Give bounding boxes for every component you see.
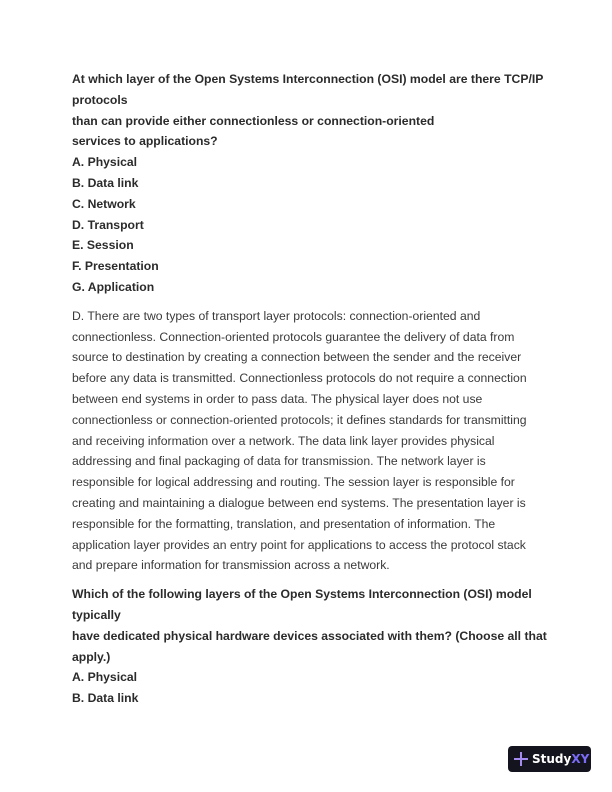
option-a: A. Physical [72, 670, 138, 685]
question-text-line: protocols [72, 92, 128, 107]
studyxy-logo-badge[interactable] [508, 746, 591, 772]
brand-main-text: Study [532, 752, 572, 766]
answer-explanation [72, 306, 552, 576]
question-1 [72, 69, 552, 298]
question-text-line: than can provide either connectionless or connection-oriented [72, 113, 435, 128]
option-b: B. Data link [72, 175, 139, 190]
question-text-line: apply.) [72, 649, 111, 664]
question-text-line: typically [72, 607, 121, 622]
answer-line: D. There are two types of transport layer protocols: connection-oriented and [72, 308, 481, 323]
document-page [72, 69, 552, 709]
answer-line: addressing and final packaging of data for transmission. The network layer is [72, 454, 486, 469]
answer-line: responsible for the formatting, translation, and presentation of information. The [72, 516, 496, 531]
brand-accent-text: XY [571, 752, 590, 766]
question-text-line: At which layer of the Open Systems Interconnection (OSI) model are there TCP/IP [72, 72, 544, 86]
question-text-line: have dedicated physical hardware devices associated with them? (Choose all that [72, 628, 547, 643]
answer-line: creating and maintaining a dialogue between end systems. The presentation layer is [72, 495, 526, 510]
answer-line: connectionless or connection-oriented protocols; it defines standards for transmitting [72, 412, 527, 427]
option-f: F. Presentation [72, 259, 159, 274]
option-a: A. Physical [72, 155, 138, 170]
question-text-line: services to applications? [72, 134, 218, 149]
answer-line: source to destination by creating a connection between the sender and the receiver [72, 350, 522, 365]
option-d: D. Transport [72, 217, 144, 232]
question-2 [72, 584, 552, 709]
answer-line: between end systems in order to pass data. The physical layer does not use [72, 391, 483, 406]
answer-line: before any data is transmitted. Connectionless protocols do not require a connection [72, 371, 527, 386]
answer-line: and prepare information for transmission across a network. [72, 558, 390, 573]
option-c: C. Network [72, 196, 136, 211]
answer-line: connectionless. Connection-oriented protocols guarantee the delivery of data from [72, 329, 515, 344]
plus-icon [514, 752, 528, 766]
option-b: B. Data link [72, 691, 139, 706]
answer-line: application layer provides an entry point for applications to access the protocol stack [72, 537, 526, 552]
option-e: E. Session [72, 238, 134, 253]
brand-name [532, 752, 589, 766]
answer-line: and receiving information over a network. The data link layer provides physical [72, 433, 495, 448]
answer-line: responsible for logical addressing and routing. The session layer is responsible for [72, 475, 515, 490]
option-g: G. Application [72, 279, 155, 294]
question-text-line: Which of the following layers of the Open Systems Interconnection (OSI) model [72, 587, 532, 602]
